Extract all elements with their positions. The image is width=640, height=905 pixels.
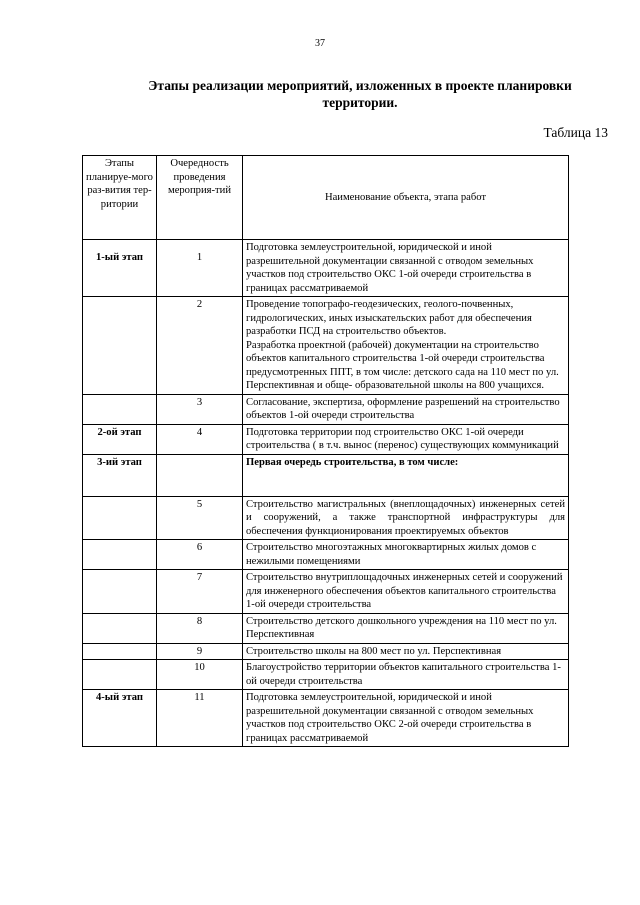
work-cell: Согласование, экспертиза, оформление разрешений на строительство объектов 1-ой очереди строительства bbox=[243, 394, 569, 424]
header-stage: Этапы планируе-мого раз-вития тер-ритории bbox=[83, 156, 157, 240]
table-row bbox=[83, 690, 569, 747]
table-row bbox=[83, 297, 569, 395]
stage-cell bbox=[83, 297, 157, 395]
order-cell: 2 bbox=[157, 297, 243, 395]
table-row bbox=[83, 394, 569, 424]
work-text-continued: Разработка проектной (рабочей) документации на строительство объектов капитального строительства 1-ой очереди строительства предусмотренных ППТ, в том числе: детского сада на 110 мест по ул. Перспективная и обще- образовательной школы на 800 учащихся. bbox=[246, 339, 559, 391]
stage-cell bbox=[83, 613, 157, 643]
order-cell bbox=[157, 454, 243, 496]
table-header-row bbox=[83, 156, 569, 240]
table-row bbox=[83, 570, 569, 614]
order-cell: 8 bbox=[157, 613, 243, 643]
stage-cell bbox=[83, 540, 157, 570]
stage-cell: 1-ый этап bbox=[83, 240, 157, 297]
stage-cell bbox=[83, 660, 157, 690]
work-cell: Строительство магистральных (внеплощадочных) инженерных сетей и сооружений, а также транспортной инфраструктуры для обеспечения функционирования проектируемых объектов bbox=[243, 496, 569, 540]
header-name: Наименование объекта, этапа работ bbox=[243, 156, 569, 240]
order-cell: 4 bbox=[157, 424, 243, 454]
table-row bbox=[83, 643, 569, 660]
table-row bbox=[83, 613, 569, 643]
work-cell: Подготовка территории под строительство ОКС 1-ой очереди строительства ( в т.ч. вынос (перенос) существующих коммуникаций bbox=[243, 424, 569, 454]
order-cell: 3 bbox=[157, 394, 243, 424]
work-cell bbox=[243, 297, 569, 395]
work-text: Проведение топографо-геодезических, геолого-почвенных, гидрологических, иных изыскательских работ для обеспечения разработки ПСД на строительство объектов. bbox=[246, 299, 532, 337]
work-cell: Строительство многоэтажных многоквартирных жилых домов с нежилыми помещениями bbox=[243, 540, 569, 570]
document-title: Этапы реализации мероприятий, изложенных в проекте планировки территории. bbox=[148, 78, 572, 110]
table-row bbox=[83, 454, 569, 496]
stage-cell: 4-ый этап bbox=[83, 690, 157, 747]
page-number: 37 bbox=[315, 38, 325, 49]
table-row bbox=[83, 240, 569, 297]
table-caption: Таблица 13 bbox=[543, 125, 608, 140]
header-order: Очередность проведения мероприя-тий bbox=[157, 156, 243, 240]
table-row bbox=[83, 660, 569, 690]
work-cell: Первая очередь строительства, в том числе: bbox=[243, 454, 569, 496]
order-cell: 11 bbox=[157, 690, 243, 747]
order-cell: 5 bbox=[157, 496, 243, 540]
table-row bbox=[83, 424, 569, 454]
stage-cell: 2-ой этап bbox=[83, 424, 157, 454]
order-cell: 1 bbox=[157, 240, 243, 297]
work-cell: Подготовка землеустроительной, юридической и иной разрешительной документации связанной с отводом земельных участков под строительство ОКС 1-ой очереди строительства в границах рассматриваемой bbox=[243, 240, 569, 297]
work-cell: Строительство детского дошкольного учреждения на 110 мест по ул. Перспективная bbox=[243, 613, 569, 643]
order-cell: 10 bbox=[157, 660, 243, 690]
work-cell: Благоустройство территории объектов капитального строительства 1-ой очереди строительства bbox=[243, 660, 569, 690]
order-cell: 9 bbox=[157, 643, 243, 660]
stage-cell bbox=[83, 394, 157, 424]
stage-cell bbox=[83, 496, 157, 540]
table-row bbox=[83, 540, 569, 570]
stage-cell: 3-ий этап bbox=[83, 454, 157, 496]
table-row bbox=[83, 496, 569, 540]
stages-table bbox=[82, 155, 569, 747]
stage-cell bbox=[83, 643, 157, 660]
order-cell: 6 bbox=[157, 540, 243, 570]
work-cell: Строительство внутриплощадочных инженерных сетей и сооружений для инженерного обеспечения объектов капитального строительства 1-ой очереди строительства bbox=[243, 570, 569, 614]
stage-cell bbox=[83, 570, 157, 614]
work-cell: Подготовка землеустроительной, юридической и иной разрешительной документации связанной с отводом земельных участков под строительство ОКС 2-ой очереди строительства в границах рассматриваемой bbox=[243, 690, 569, 747]
work-cell: Строительство школы на 800 мест по ул. Перспективная bbox=[243, 643, 569, 660]
order-cell: 7 bbox=[157, 570, 243, 614]
